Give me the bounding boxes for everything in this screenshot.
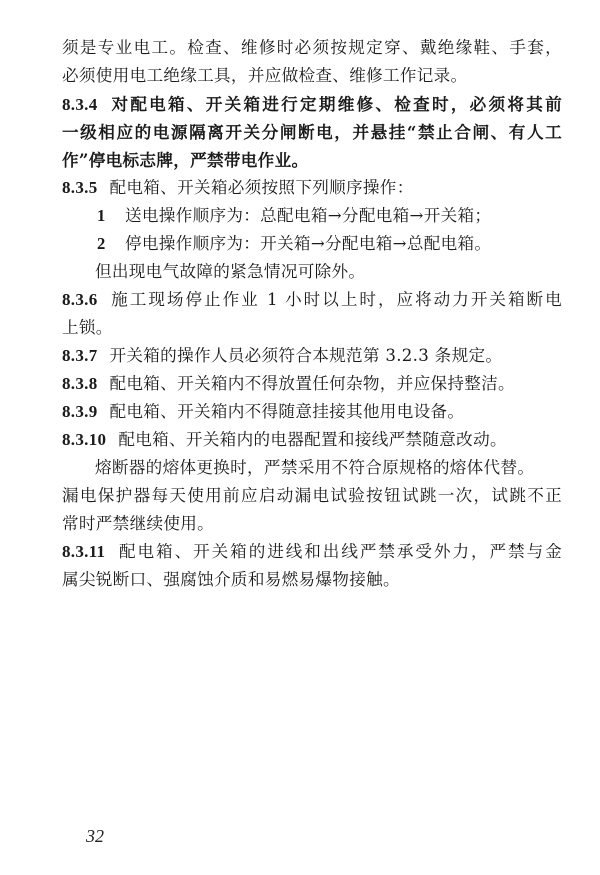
page-number: 32 <box>86 826 104 846</box>
clause-paragraph-line: 常时严禁继续使用。 <box>62 514 215 533</box>
clause-text: 施工现场停止作业 1 小时以上时，应将动力开关箱断电 <box>109 290 562 309</box>
clause-text-line: 上锁。 <box>62 318 113 337</box>
list-item <box>62 202 562 230</box>
clause-number: 8.3.11 <box>62 542 106 561</box>
clause-number: 8.3.6 <box>62 290 98 309</box>
clause-text-line: 作”停电标志牌，严禁带电作业。 <box>62 150 309 170</box>
clause-paragraph-line: 漏电保护器每天使用前应启动漏电试验按钮试跳一次，试跳不正 <box>62 486 562 505</box>
clause-number: 8.3.9 <box>62 402 98 421</box>
list-item-text: 送电操作顺序为：总配电箱→分配电箱→开关箱； <box>125 206 492 225</box>
clause-number: 8.3.7 <box>62 346 98 365</box>
clause-note: 但出现电气故障的紧急情况可除外。 <box>95 262 366 281</box>
text-line: 必须使用电工绝缘工具，并应做检查、维修工作记录。 <box>62 66 468 85</box>
clause-text: 配电箱、开关箱的进线和出线严禁承受外力，严禁与金 <box>117 542 562 561</box>
clause-number: 8.3.8 <box>62 374 98 393</box>
clause-text: 配电箱、开关箱内的电器配置和接线严禁随意改动。 <box>118 430 507 449</box>
clause-text: 配电箱、开关箱内不得随意挂接其他用电设备。 <box>109 402 465 421</box>
clause-8-3-9 <box>62 398 562 426</box>
clause-8-3-6 <box>62 286 562 314</box>
clause-number: 8.3.5 <box>62 178 98 197</box>
clause-8-3-4 <box>62 90 562 118</box>
clause-text-line: 一级相应的电源隔离开关分闸断电，并悬挂“禁止合闸、有人工 <box>62 122 562 142</box>
text-line: 须是专业电工。检查、维修时必须按规定穿、戴绝缘鞋、手套， <box>62 38 562 57</box>
clause-paragraph-line: 熔断器的熔体更换时，严禁采用不符合原规格的熔体代替。 <box>95 458 535 477</box>
list-item-text: 停电操作顺序为：开关箱→分配电箱→总配电箱。 <box>125 234 492 253</box>
clause-text: 配电箱、开关箱内不得放置任何杂物，并应保持整洁。 <box>109 374 515 393</box>
clause-8-3-5 <box>62 174 562 202</box>
clause-8-3-8 <box>62 370 562 398</box>
clause-number: 8.3.10 <box>62 430 107 449</box>
clause-text-line: 属尖锐断口、强腐蚀介质和易燃易爆物接触。 <box>62 570 400 589</box>
document-body <box>62 34 562 594</box>
list-item <box>62 230 562 258</box>
list-item-number: 2 <box>97 234 106 253</box>
clause-text: 对配电箱、开关箱进行定期维修、检查时，必须将其前 <box>109 94 562 114</box>
clause-8-3-10 <box>62 426 562 454</box>
clause-8-3-7 <box>62 342 562 370</box>
clause-number: 8.3.4 <box>62 95 98 114</box>
clause-8-3-11 <box>62 538 562 566</box>
clause-text: 配电箱、开关箱必须按照下列顺序操作： <box>109 178 414 197</box>
clause-text: 开关箱的操作人员必须符合本规范第 3.2.3 条规定。 <box>109 346 503 365</box>
list-item-number: 1 <box>97 206 106 225</box>
